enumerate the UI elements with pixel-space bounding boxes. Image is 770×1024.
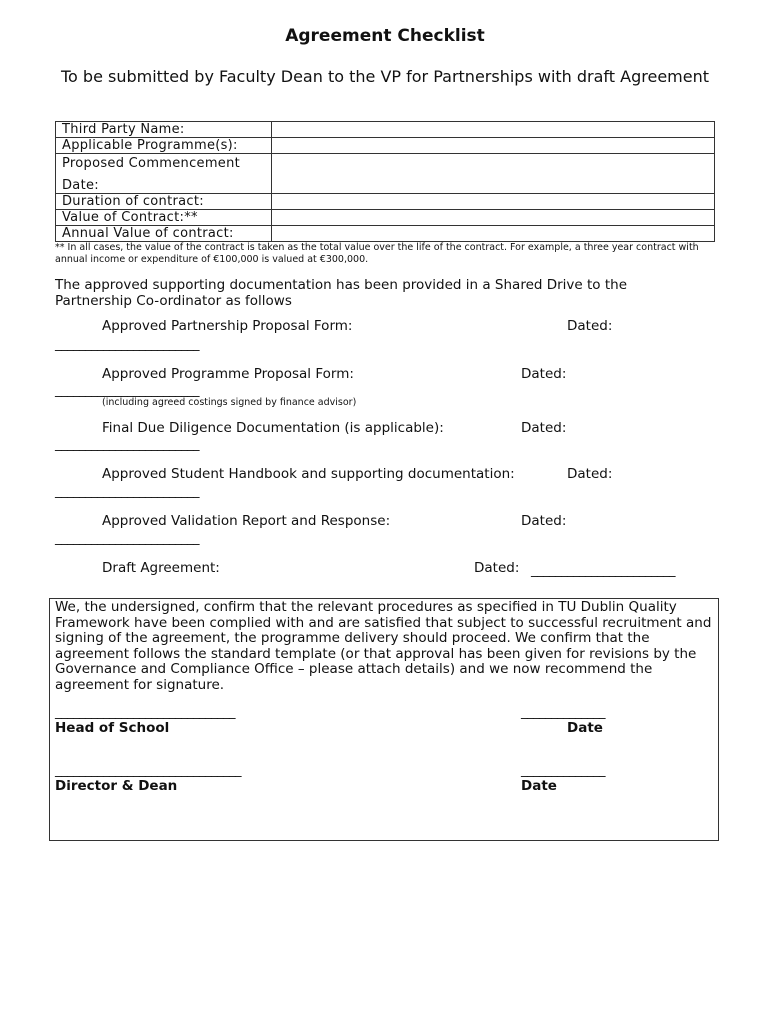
duration-label: Duration of contract: [56, 194, 272, 210]
item-draft-agreement-line[interactable]: ________________________ [531, 563, 675, 578]
item-partnership-proposal-dated: Dated: [567, 318, 613, 334]
item-validation-report-line[interactable]: ________________________ [55, 531, 199, 546]
item-partnership-proposal-label: Approved Partnership Proposal Form: [102, 318, 353, 334]
item-student-handbook-line[interactable]: ________________________ [55, 484, 199, 499]
item-due-diligence-label: Final Due Diligence Documentation (is applicable): [102, 420, 444, 436]
third-party-name-value[interactable] [272, 122, 715, 138]
director-dean-date-line[interactable]: ______________ [521, 763, 605, 778]
item-student-handbook-dated: Dated: [567, 466, 613, 482]
item-student-handbook-label: Approved Student Handbook and supporting documentation: [102, 466, 515, 482]
intro-text: The approved supporting documentation has been provided in a Shared Drive to the Partnership Co-ordinator as follows [55, 277, 628, 309]
duration-value[interactable] [272, 194, 715, 210]
item-programme-proposal-line[interactable]: ________________________ [55, 383, 199, 398]
item-partnership-proposal-line[interactable]: ________________________ [55, 337, 199, 352]
agreement-info-table [55, 121, 715, 242]
commencement-date-label-cell [56, 154, 272, 194]
document-subtitle: To be submitted by Faculty Dean to the VP for Partnerships with draft Agreement [60, 67, 709, 86]
item-programme-proposal-label: Approved Programme Proposal Form: [102, 366, 354, 382]
head-of-school-label: Head of School [55, 720, 170, 736]
annual-value-value[interactable] [272, 226, 715, 242]
commencement-date-label: Date: [62, 178, 99, 193]
director-dean-date-label: Date [521, 778, 557, 794]
third-party-name-label: Third Party Name: [56, 122, 272, 138]
item-due-diligence-dated: Dated: [521, 420, 567, 436]
head-of-school-date-line[interactable]: ______________ [521, 705, 605, 720]
item-programme-proposal-note: (including agreed costings signed by finance advisor) [102, 397, 357, 408]
confirmation-text: We, the undersigned, confirm that the relevant procedures as specified in TU Dublin Quality Framework have been complied with and are satisfied that subject to successful recruitment and signing of the agreement, the programme delivery should proceed. We confirm that the agreement follows the standard template (or that approval has been given for revisions by the Governance and Compliance Office – please attach details) and we now recommend the agreement for signature. [55, 599, 712, 693]
table-row [56, 154, 715, 194]
commencement-label: Proposed Commencement [62, 156, 241, 171]
table-row [56, 138, 715, 154]
commencement-date-value[interactable] [272, 154, 715, 194]
applicable-programmes-value[interactable] [272, 138, 715, 154]
table-row [56, 122, 715, 138]
table-row [56, 210, 715, 226]
item-draft-agreement-label: Draft Agreement: [102, 560, 220, 576]
table-row [56, 226, 715, 242]
contract-value-label: Value of Contract:** [56, 210, 272, 226]
item-draft-agreement-dated: Dated: [474, 560, 520, 576]
table-row [56, 194, 715, 210]
annual-value-label: Annual Value of contract: [56, 226, 272, 242]
footnote: ** In all cases, the value of the contract is taken as the total value over the life of the contract. For example, a three year contract with annual income or expenditure of €100,000 is valued at €300,000. [55, 242, 699, 265]
contract-value-value[interactable] [272, 210, 715, 226]
director-dean-label: Director & Dean [55, 778, 178, 794]
head-of-school-signature-line[interactable]: ______________________________ [55, 705, 235, 720]
item-validation-report-dated: Dated: [521, 513, 567, 529]
document-title: Agreement Checklist [285, 26, 485, 46]
item-validation-report-label: Approved Validation Report and Response: [102, 513, 391, 529]
head-of-school-date-label: Date [567, 720, 603, 736]
applicable-programmes-label: Applicable Programme(s): [56, 138, 272, 154]
director-dean-signature-line[interactable]: _______________________________ [55, 763, 241, 778]
item-programme-proposal-dated: Dated: [521, 366, 567, 382]
item-due-diligence-line[interactable]: ________________________ [55, 437, 199, 452]
